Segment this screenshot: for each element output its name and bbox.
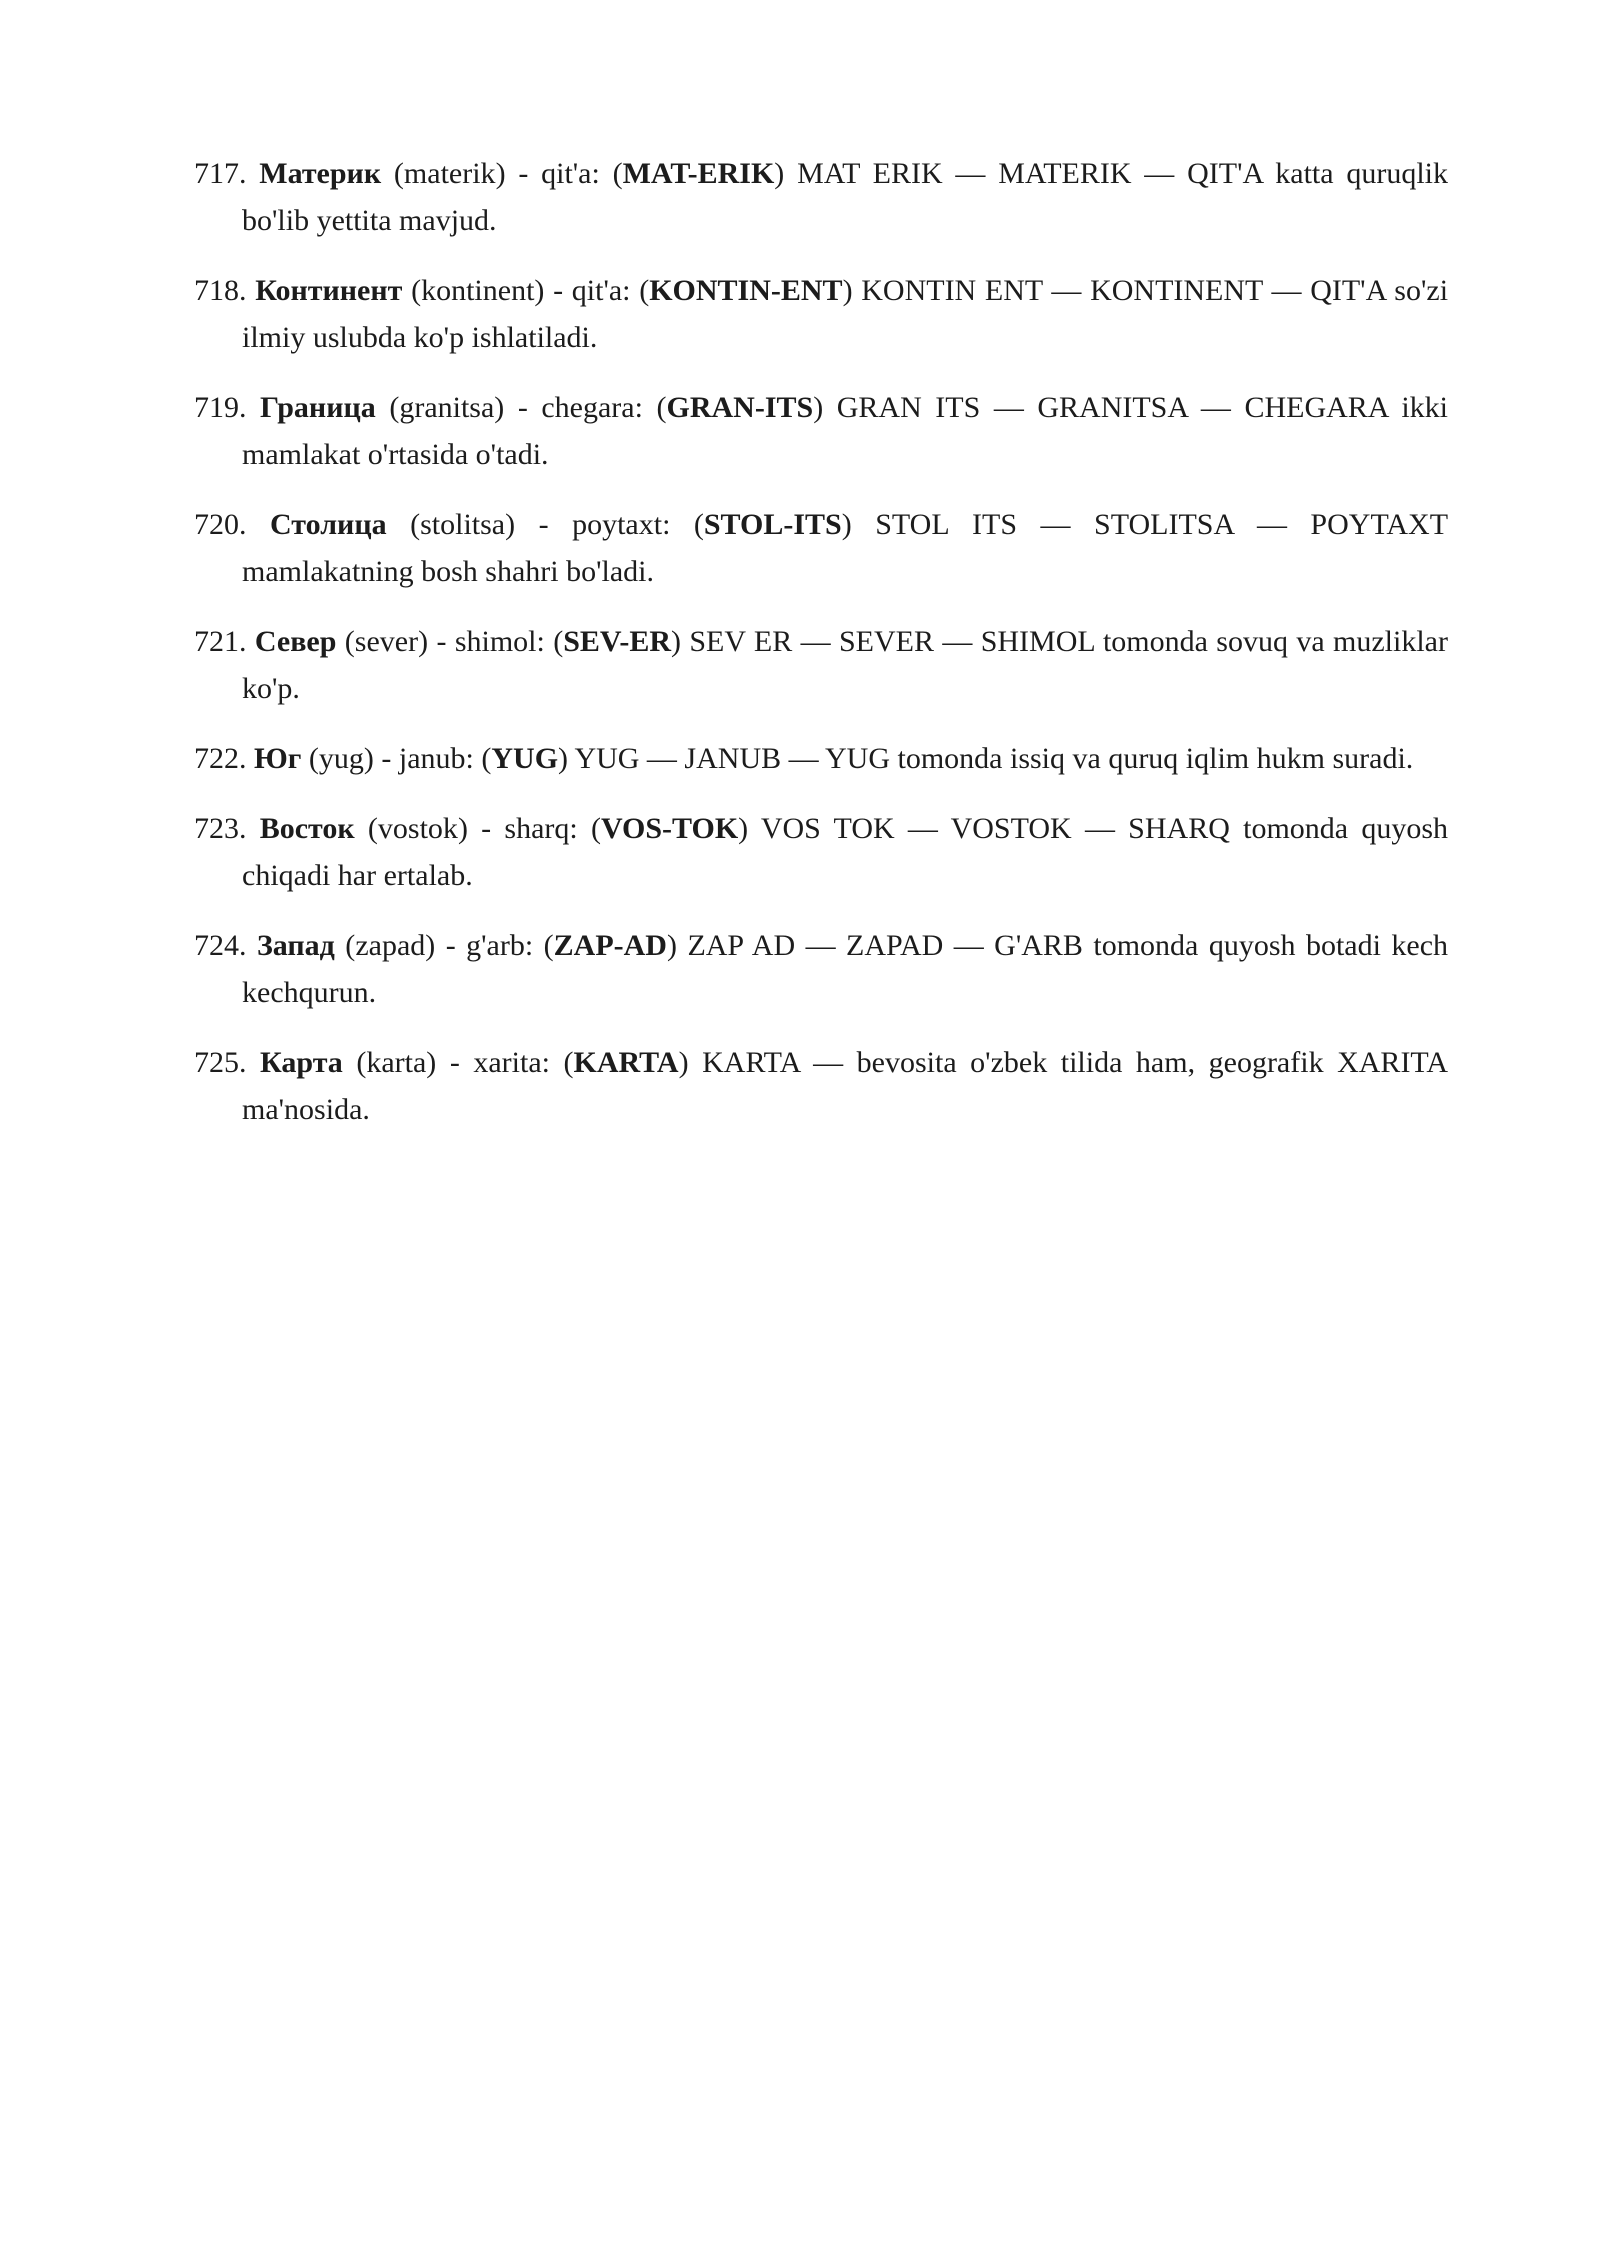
entry-number: 725. xyxy=(194,1046,247,1079)
list-item: 725. Карта (karta) - xarita: (KARTA) KARTA — bevosita o'zbek tilida ham, geografik XARITA ma'nosida. xyxy=(194,1046,1449,1126)
entry-number: 721. xyxy=(194,625,247,658)
russian-word: Столица xyxy=(269,508,387,541)
list-item: 719. Граница (granitsa) - chegara: (GRAN-ITS) GRAN ITS — GRANITSA — CHEGARA ikki mamlakat o'rtasida o'tadi. xyxy=(194,391,1449,471)
list-item: 721. Север (sever) - shimol: (SEV-ER) SEV ER — SEVER — SHIMOL tomonda sovuq va muzliklar ko'p. xyxy=(194,625,1448,705)
mnemonic-text: VOS TOK — VOSTOK — SHARQ tomonda quyosh chiqadi har ertalab. xyxy=(242,812,1448,892)
russian-word: Юг xyxy=(254,742,302,775)
uzbek-translation: janub xyxy=(398,742,466,775)
mnemonic-text: GRAN ITS — GRANITSA — CHEGARA ikki mamlakat o'rtasida o'tadi. xyxy=(242,391,1449,471)
transliteration: materik xyxy=(403,157,496,190)
syllable-split: KONTIN-ENT xyxy=(649,274,843,307)
russian-word: Граница xyxy=(260,391,376,424)
syllable-split: VOS-TOK xyxy=(600,812,739,845)
entry-number: 719. xyxy=(194,391,247,424)
uzbek-translation: poytaxt xyxy=(572,508,663,541)
mnemonic-text: SEV ER — SEVER — SHIMOL tomonda sovuq va muzliklar ko'p. xyxy=(242,625,1448,705)
entry-number: 724. xyxy=(194,929,247,962)
entry-number: 720. xyxy=(194,508,247,541)
mnemonic-text: ZAP AD — ZAPAD — G'ARB tomonda quyosh botadi kech kechqurun. xyxy=(242,929,1449,1009)
russian-word: Север xyxy=(254,625,337,658)
uzbek-translation: sharq xyxy=(504,812,570,845)
mnemonic-text: MAT ERIK — MATERIK — QIT'A katta quruqlik bo'lib yettita mavjud. xyxy=(242,157,1449,237)
list-item: 718. Континент (kontinent) - qit'a: (KONTIN-ENT) KONTIN ENT — KONTINENT — QIT'A so'zi ilmiy uslubda ko'p ishlatiladi. xyxy=(194,274,1449,354)
uzbek-translation: chegara xyxy=(541,391,635,424)
transliteration: karta xyxy=(366,1046,427,1079)
russian-word: Восток xyxy=(259,812,355,845)
entry-number: 723. xyxy=(194,812,247,845)
transliteration: granitsa xyxy=(399,391,495,424)
syllable-split: GRAN-ITS xyxy=(666,391,814,424)
transliteration: sever xyxy=(354,625,419,658)
uzbek-translation: xarita xyxy=(473,1046,542,1079)
transliteration: kontinent xyxy=(421,274,535,307)
mnemonic-text: YUG — JANUB — YUG tomonda issiq va quruq iqlim hukm suradi. xyxy=(574,742,1414,775)
transliteration: zapad xyxy=(355,929,426,962)
uzbek-translation: g'arb xyxy=(466,929,525,962)
vocabulary-list xyxy=(194,150,1448,1156)
syllable-split: SEV-ER xyxy=(563,625,672,658)
list-item: 724. Запад (zapad) - g'arb: (ZAP-AD) ZAP AD — ZAPAD — G'ARB tomonda quyosh botadi kech kechqurun. xyxy=(194,929,1449,1009)
entry-number: 717. xyxy=(194,157,247,190)
uzbek-translation: shimol xyxy=(454,625,537,658)
transliteration: vostok xyxy=(377,812,458,845)
list-item: 722. Юг (yug) - janub: (YUG) YUG — JANUB — YUG tomonda issiq va quruq iqlim hukm suradi. xyxy=(194,742,1414,775)
russian-word: Запад xyxy=(256,929,335,962)
syllable-split: MAT-ERIK xyxy=(622,157,775,190)
russian-word: Карта xyxy=(260,1046,343,1079)
russian-word: Континент xyxy=(255,274,403,307)
entry-number: 718. xyxy=(194,274,247,307)
entry-number: 722. xyxy=(194,742,247,775)
mnemonic-text: KONTIN ENT — KONTINENT — QIT'A so'zi ilmiy uslubda ko'p ishlatiladi. xyxy=(242,274,1449,354)
mnemonic-text: KARTA — bevosita o'zbek tilida ham, geografik XARITA ma'nosida. xyxy=(242,1046,1449,1126)
transliteration: stolitsa xyxy=(420,508,506,541)
syllable-split: ZAP-AD xyxy=(553,929,667,962)
syllable-split: YUG xyxy=(491,742,559,775)
syllable-split: STOL-ITS xyxy=(703,508,842,541)
uzbek-translation: qit'a xyxy=(571,274,623,307)
mnemonic-text: STOL ITS — STOLITSA — POYTAXT mamlakatning bosh shahri bo'ladi. xyxy=(242,508,1449,588)
russian-word: Материк xyxy=(259,157,382,190)
list-item: 723. Восток (vostok) - sharq: (VOS-TOK) VOS TOK — VOSTOK — SHARQ tomonda quyosh chiqadi har ertalab. xyxy=(194,812,1448,892)
list-item: 720. Столица (stolitsa) - poytaxt: (STOL-ITS) STOL ITS — STOLITSA — POYTAXT mamlakatning bosh shahri bo'ladi. xyxy=(194,508,1449,588)
list-item: 717. Материк (materik) - qit'a: (MAT-ERIK) MAT ERIK — MATERIK — QIT'A katta quruqlik bo'lib yettita mavjud. xyxy=(194,157,1449,237)
transliteration: yug xyxy=(318,742,364,775)
uzbek-translation: qit'a xyxy=(541,157,592,190)
syllable-split: KARTA xyxy=(573,1046,679,1079)
